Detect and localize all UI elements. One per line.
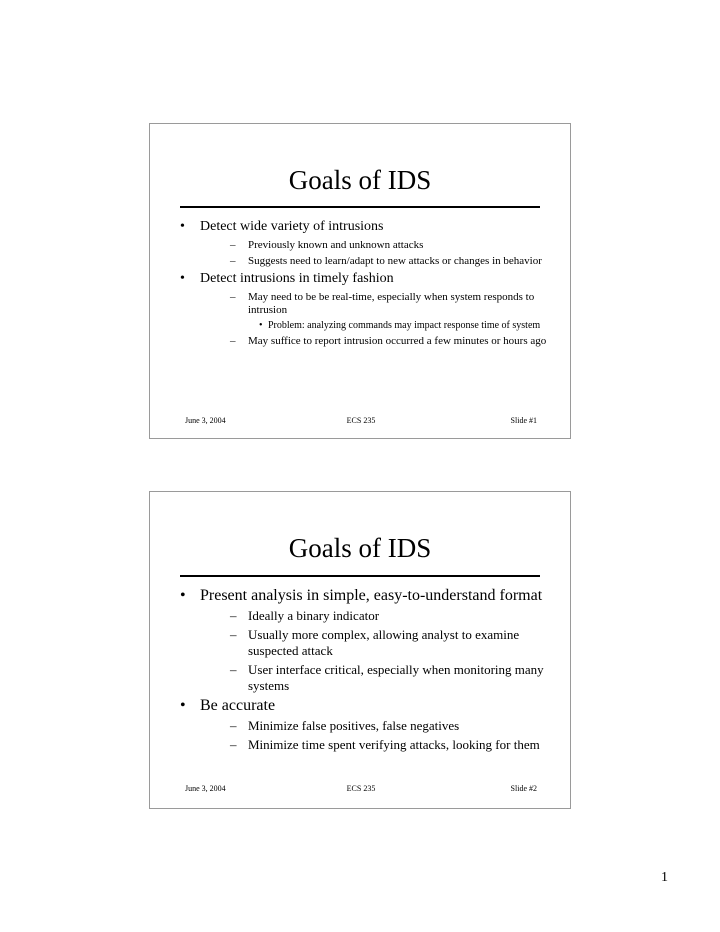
page-number: 1 <box>661 870 668 885</box>
footer-course: ECS 235 <box>346 416 376 425</box>
bullet-list <box>180 584 550 753</box>
bullet-icon: • <box>259 320 263 331</box>
sub-bullet-item: – May need to be be real-time, especially when system responds to intrusion <box>230 291 535 316</box>
sub-bullet-item: – Ideally a binary indicator <box>230 608 380 623</box>
dash-icon: – <box>230 718 237 733</box>
dash-icon: – <box>230 608 237 623</box>
sub-bullet-item: – Minimize time spent verifying attacks, looking for them <box>230 737 540 752</box>
bullet-icon: • <box>180 219 185 234</box>
bullet-item: • Present analysis in simple, easy-to-understand format <box>180 587 543 604</box>
sub-sub-bullet-item: • Problem: analyzing commands may impact response time of system <box>259 320 541 331</box>
sub-bullet-item: – User interface critical, especially when monitoring many systems <box>230 662 544 693</box>
footer-date: June 3, 2004 <box>185 416 226 425</box>
footer-date: June 3, 2004 <box>185 784 226 793</box>
dash-icon: – <box>230 737 237 752</box>
slide-2 <box>149 491 571 809</box>
sub-bullet-item: – Minimize false positives, false negatives <box>230 718 460 733</box>
bullet-icon: • <box>180 697 186 714</box>
bullet-icon: • <box>180 587 186 604</box>
dash-icon: – <box>230 662 237 677</box>
slide-1 <box>149 123 571 439</box>
footer-course: ECS 235 <box>346 784 376 793</box>
sub-bullet-item: – May suffice to report intrusion occurred a few minutes or hours ago <box>230 335 547 347</box>
slide-title: Goals of IDS <box>288 533 432 563</box>
dash-icon: – <box>230 335 236 347</box>
dash-icon: – <box>230 255 236 267</box>
sub-bullet-item: – Usually more complex, allowing analyst to examine suspected attack <box>230 627 520 658</box>
sub-bullet-item: – Previously known and unknown attacks <box>230 239 424 251</box>
title-divider <box>180 206 540 208</box>
bullet-item: • Detect intrusions in timely fashion <box>180 271 394 286</box>
dash-icon: – <box>230 291 236 303</box>
sub-bullet-item: – Suggests need to learn/adapt to new attacks or changes in behavior <box>230 255 542 267</box>
bullet-icon: • <box>180 271 185 286</box>
bullet-item: • Be accurate <box>180 697 276 714</box>
dash-icon: – <box>230 627 237 642</box>
bullet-list <box>180 216 550 348</box>
bullet-item: • Detect wide variety of intrusions <box>180 219 384 234</box>
title-divider <box>180 575 540 577</box>
footer-slide-number: Slide #1 <box>510 416 537 425</box>
dash-icon: – <box>230 239 236 251</box>
slide-title: Goals of IDS <box>288 165 432 195</box>
footer-slide-number: Slide #2 <box>510 784 537 793</box>
